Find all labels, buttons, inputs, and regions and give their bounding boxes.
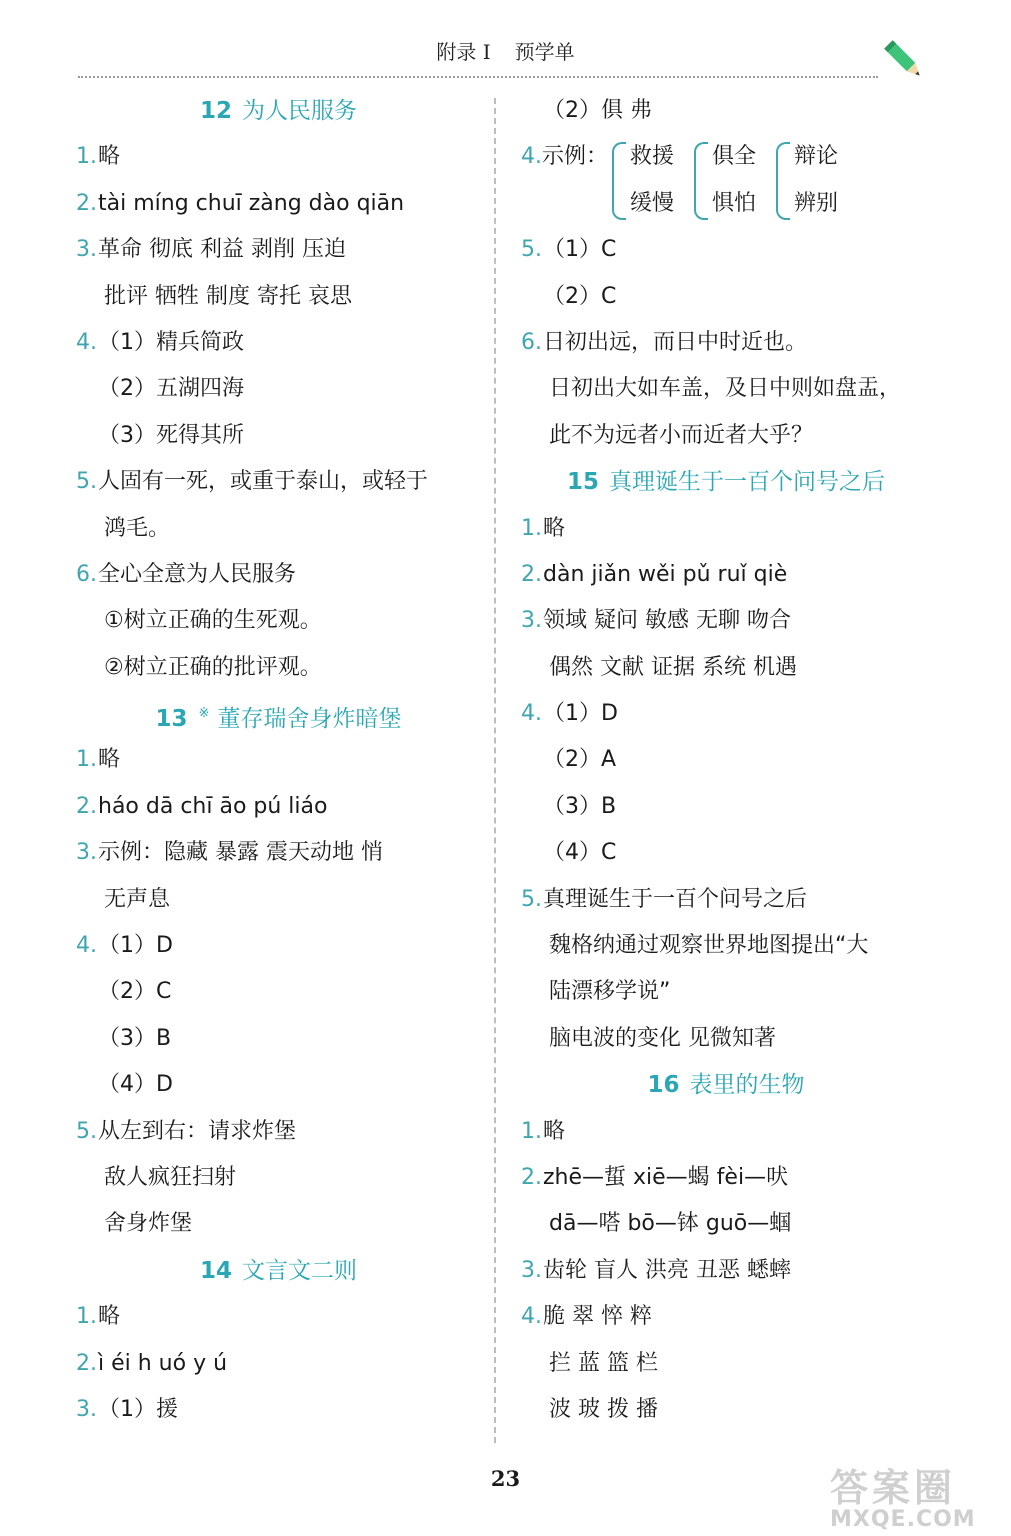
answer-item bbox=[521, 1294, 931, 1340]
answer-line bbox=[76, 1201, 481, 1247]
answer-line bbox=[521, 1341, 931, 1387]
answer-text: （1）D bbox=[98, 933, 173, 959]
answer-line bbox=[521, 784, 931, 830]
answer-text: 偶然 文献 证据 系统 机遇 bbox=[549, 654, 797, 680]
answer-line bbox=[521, 366, 931, 412]
answer-text: 日初出大如车盖，及日中则如盘盂， bbox=[549, 376, 902, 402]
answer-text: （2）C bbox=[98, 979, 172, 1005]
answer-line bbox=[521, 645, 931, 691]
answer-line bbox=[521, 969, 931, 1015]
q4-examples bbox=[521, 134, 931, 227]
answer-text: 略 bbox=[543, 1118, 566, 1144]
answer-item bbox=[76, 830, 481, 876]
brace-icon bbox=[612, 142, 626, 220]
answer-item bbox=[76, 1294, 481, 1340]
answer-item bbox=[521, 877, 931, 923]
answer-line bbox=[76, 1155, 481, 1201]
answer-item bbox=[76, 1109, 481, 1155]
answer-item bbox=[521, 1248, 931, 1294]
left-column bbox=[76, 88, 481, 1433]
answer-text: dā—嗒 bō—钵 guō—蝈 bbox=[549, 1211, 792, 1237]
item-number: 4. bbox=[521, 144, 542, 170]
pair-word: 辨别 bbox=[794, 190, 839, 216]
word-pair bbox=[694, 134, 756, 227]
answer-line bbox=[76, 1016, 481, 1062]
column-divider bbox=[494, 98, 496, 1443]
answer-item bbox=[76, 181, 481, 227]
answer-text: （1）援 bbox=[98, 1396, 178, 1422]
item-number: 5. bbox=[521, 237, 542, 263]
answer-line bbox=[521, 274, 931, 320]
answer-line bbox=[76, 969, 481, 1015]
item-number: 5. bbox=[76, 469, 97, 495]
item-number: 4. bbox=[76, 933, 97, 959]
word-pair bbox=[776, 134, 838, 227]
pencil-icon bbox=[880, 36, 928, 84]
item-number: 2. bbox=[76, 190, 97, 216]
answer-line bbox=[521, 88, 931, 134]
section-number: 12 bbox=[199, 98, 232, 124]
answer-line bbox=[76, 506, 481, 552]
section-number: 15 bbox=[566, 469, 599, 496]
answer-item bbox=[521, 506, 931, 552]
example-label: 示例： bbox=[542, 144, 609, 170]
item-number: 5. bbox=[521, 886, 542, 912]
item-number: 1. bbox=[521, 1118, 542, 1144]
answer-line bbox=[76, 598, 481, 644]
item-number: 3. bbox=[76, 237, 97, 263]
item-number: 1. bbox=[76, 747, 97, 773]
answer-item bbox=[76, 459, 481, 505]
item-number: 4. bbox=[521, 1304, 542, 1330]
answer-item bbox=[76, 923, 481, 969]
answer-text: 舍身炸堡 bbox=[104, 1211, 193, 1237]
answer-text: （1）精兵简政 bbox=[98, 329, 244, 355]
answer-text: 略 bbox=[543, 515, 566, 541]
answer-text: 敌人疯狂扫射 bbox=[104, 1164, 237, 1190]
item-number: 2. bbox=[76, 793, 97, 819]
section-label: 预学单 bbox=[514, 40, 575, 64]
item-number: 6. bbox=[76, 561, 97, 587]
answer-text: （3）死得其所 bbox=[98, 422, 244, 448]
item-number: 2. bbox=[76, 1350, 97, 1376]
item-number: 2. bbox=[521, 561, 542, 587]
answer-item bbox=[76, 227, 481, 273]
answer-item bbox=[521, 320, 931, 366]
item-number: 2. bbox=[521, 1165, 542, 1190]
item-number: 3. bbox=[76, 840, 97, 866]
pair-word: 惧怕 bbox=[712, 190, 757, 216]
answer-text: 脑电波的变化 见微知著 bbox=[549, 1025, 776, 1051]
answer-text: （1）D bbox=[543, 701, 618, 727]
answer-text: （1）C bbox=[543, 237, 617, 263]
page-number: 23 bbox=[490, 1466, 521, 1491]
answer-line bbox=[76, 1062, 481, 1108]
answer-text: 革命 彻底 利益 剥削 压迫 bbox=[98, 237, 346, 263]
item-number: 4. bbox=[76, 329, 97, 355]
answer-item bbox=[521, 552, 931, 598]
answer-line bbox=[76, 366, 481, 412]
right-column bbox=[521, 88, 931, 1433]
answer-item bbox=[521, 227, 931, 273]
answer-line bbox=[76, 274, 481, 320]
watermark-site: MXQE.COM bbox=[830, 1507, 976, 1532]
answer-item bbox=[76, 784, 481, 830]
answer-text: háo dā chī āo pú liáo bbox=[98, 793, 328, 819]
answer-line bbox=[521, 737, 931, 783]
item-number: 1. bbox=[76, 144, 97, 170]
section-number: 14 bbox=[199, 1257, 232, 1284]
item-number: 4. bbox=[521, 701, 542, 727]
watermark bbox=[830, 1468, 1008, 1532]
item-number: 3. bbox=[521, 608, 542, 634]
item-number: 5. bbox=[76, 1118, 97, 1144]
answer-line bbox=[521, 923, 931, 969]
answer-item bbox=[76, 737, 481, 783]
appendix-label: 附录 I bbox=[436, 40, 491, 64]
section-title bbox=[76, 88, 481, 134]
section-number: 16 bbox=[647, 1072, 680, 1099]
answer-line bbox=[76, 413, 481, 459]
section-title bbox=[76, 691, 481, 737]
item-number: 3. bbox=[76, 1396, 97, 1422]
answer-text: 示例：隐藏 暴露 震天动地 悄 bbox=[98, 840, 383, 866]
pair-word: 俱全 bbox=[712, 144, 757, 170]
pair-word: 缓慢 bbox=[630, 190, 675, 216]
answer-text: dàn jiǎn wěi pǔ ruǐ qiè bbox=[543, 561, 788, 587]
pair-word: 救援 bbox=[630, 144, 675, 170]
answer-text: （3）B bbox=[543, 793, 617, 819]
answer-line bbox=[521, 1016, 931, 1062]
item-number: 3. bbox=[521, 1257, 542, 1283]
answer-text: 略 bbox=[98, 1304, 121, 1330]
answer-line bbox=[521, 413, 931, 459]
answer-text: 脆 翠 悴 粹 bbox=[543, 1304, 652, 1330]
answer-text: 此不为远者小而近者大乎？ bbox=[549, 422, 814, 448]
answer-item bbox=[76, 1387, 481, 1433]
answer-text: 日初出远，而日中时近也。 bbox=[543, 329, 808, 355]
answer-text: 略 bbox=[98, 144, 121, 170]
answer-text: 波 玻 拨 播 bbox=[549, 1396, 658, 1422]
section-title-text: 真理诞生于一百个问号之后 bbox=[609, 469, 885, 496]
answer-text: zhē—蜇 xiē—蝎 fèi—吠 bbox=[543, 1165, 789, 1190]
answer-text: （4）C bbox=[543, 840, 617, 866]
header-rule bbox=[78, 76, 878, 78]
section-title-text: 表里的生物 bbox=[689, 1072, 805, 1099]
watermark-chars: 答案圈 bbox=[830, 1466, 957, 1510]
section-title bbox=[76, 1248, 481, 1294]
answer-item bbox=[521, 1155, 931, 1201]
answer-text: 略 bbox=[98, 747, 121, 773]
answer-text: 拦 蓝 篮 栏 bbox=[549, 1350, 658, 1376]
answer-text: 领域 疑问 敏感 无聊 吻合 bbox=[543, 608, 791, 634]
answer-text: 从左到右：请求炸堡 bbox=[98, 1118, 297, 1144]
item-number: 1. bbox=[521, 515, 542, 541]
answer-line bbox=[76, 877, 481, 923]
pair-word: 辩论 bbox=[794, 144, 839, 170]
answer-text: 陆漂移学说” bbox=[549, 979, 671, 1005]
section-mark: ※ bbox=[198, 706, 210, 722]
answer-item bbox=[76, 134, 481, 180]
answer-item bbox=[521, 598, 931, 644]
answer-text: ①树立正确的生死观。 bbox=[104, 608, 322, 634]
answer-text: 无声息 bbox=[104, 886, 171, 912]
section-number: 13 bbox=[155, 706, 188, 733]
answer-text: 全心全意为人民服务 bbox=[98, 561, 297, 587]
answer-item bbox=[521, 1109, 931, 1155]
brace-icon bbox=[776, 142, 790, 220]
item-number: 1. bbox=[76, 1304, 97, 1330]
answer-text: （2）A bbox=[543, 747, 617, 773]
item-number: 6. bbox=[521, 329, 542, 355]
answer-line bbox=[521, 1201, 931, 1247]
answer-item bbox=[76, 552, 481, 598]
section-title-text: 文言文二则 bbox=[242, 1257, 357, 1284]
answer-text: （3）B bbox=[98, 1025, 172, 1051]
section-title bbox=[521, 459, 931, 505]
section-title-text: 董存瑞舍身炸暗堡 bbox=[217, 706, 402, 733]
answer-item bbox=[76, 1341, 481, 1387]
answer-text: （2）C bbox=[543, 283, 617, 309]
brace-icon bbox=[694, 142, 708, 220]
section-title bbox=[521, 1062, 931, 1108]
answer-item bbox=[521, 691, 931, 737]
section-title-text: 为人民服务 bbox=[242, 98, 357, 124]
answer-line bbox=[521, 1387, 931, 1433]
page-header bbox=[0, 36, 1011, 65]
answer-text: ②树立正确的批评观。 bbox=[104, 654, 322, 680]
answer-text: 魏格纳通过观察世界地图提出“大 bbox=[549, 933, 869, 959]
word-pair bbox=[612, 134, 674, 227]
answer-text: （4）D bbox=[98, 1072, 173, 1098]
answer-text: tài míng chuī zàng dào qiān bbox=[98, 190, 405, 216]
answer-item bbox=[76, 320, 481, 366]
answer-text: 人固有一死，或重于泰山，或轻于 bbox=[98, 469, 429, 495]
answer-text: ì éi h uó y ú bbox=[98, 1350, 228, 1376]
answer-text: （2）五湖四海 bbox=[98, 376, 244, 402]
answer-text: 鸿毛。 bbox=[104, 515, 171, 541]
answer-text: 齿轮 盲人 洪亮 丑恶 蟋蟀 bbox=[543, 1257, 791, 1283]
answer-text: （2）俱 弗 bbox=[543, 98, 652, 123]
answer-line bbox=[76, 645, 481, 691]
answer-line bbox=[521, 830, 931, 876]
answer-text: 真理诞生于一百个问号之后 bbox=[543, 886, 808, 912]
answer-text: 批评 牺牲 制度 寄托 哀思 bbox=[104, 283, 352, 309]
